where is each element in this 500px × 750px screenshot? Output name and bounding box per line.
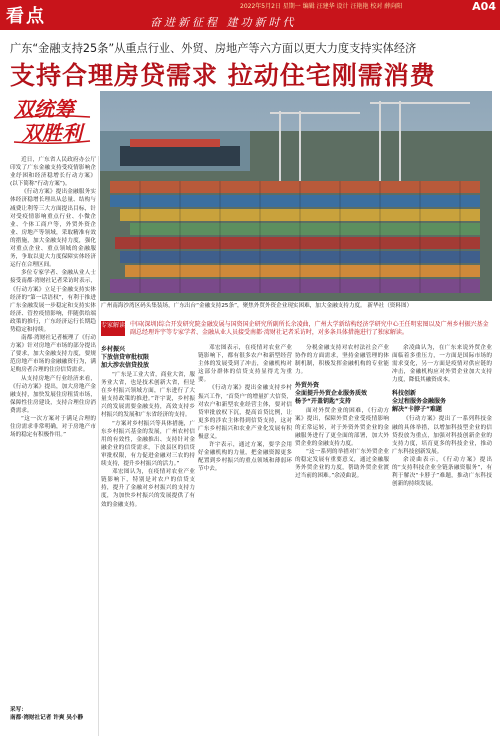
paragraph: 《行动方案》提出了一系列科技金融的具体举措，以增加科技型企业的信贷投放为重点，加强对科技创新企业的支持力度，培育更多的科技企业，推动广东科技创新发展。 xyxy=(392,416,492,455)
article-column-3 xyxy=(295,344,389,736)
headline-title: 支持合理房贷需求 拉动住宅刚需消费 xyxy=(10,61,436,90)
section-heading: 科技创新 全过程服务金融服务 解决“卡脖子”难题 xyxy=(392,390,447,414)
paragraph: “广东是工业大省，商业大省，服务业大省，也是技术创新大省，但是在乡村振兴领域方面，广东进行了大量支持政策的推进。”许宇说，乡村振兴的发展需要金融支持，高效支持乡村振兴的发展和广东省经济的支持。 xyxy=(101,372,195,419)
expert-tag: 专家解读 xyxy=(101,321,125,336)
photo-caption: 广州南海沙湾区码头集装场，广东出台“金融支持25条”，聚焦外贸外资企业现实困难，加大金融支持力度。 新华社（资料图） xyxy=(101,303,413,309)
port-photo xyxy=(100,91,492,301)
paragraph: “方案对乡村振兴等具体措施，广东乡村振兴基金的发展，广州农村信用的有效性，金融推出、支持针对金融企业的信贷需求，下放县区的信贷审批权限，有力促进金融对三农的持续支持，提升乡村振兴的活力。” xyxy=(101,420,195,468)
paragraph: 许宇表示，通过方案，要学会用好金融机构的力量，把金融资源更多配置到乡村振兴的重点领域和薄弱环节中去。 xyxy=(198,442,292,473)
paragraph: 余凌曲表示，《行动方案》提出的“支持科技企业全链条融资服务”，有利于解决“卡脖子”难题，推动广东科技创新的持续发展。 xyxy=(392,456,492,488)
paragraph: 《行动方案》提出金融服务实体经济稳增长理出从总量、结构与减费让利等三大方面提出目标，针对受疫情影响重点行业、小微企业、个体工商户等，外贸外资企业、房地产等领域，采取精准有效的措施，加大金融支持力度，强化对重点企业、重点领域的金融服务，争取以更大力度保障实体经济运行在合理区间。 xyxy=(10,189,96,269)
kicker-underline-icon xyxy=(12,114,92,120)
headline-subtitle: 广东“金融支持25条”从重点行业、外贸、房地产等六方面以更大力度支持实体经济 xyxy=(10,42,417,55)
issue-meta: 2022年5月2日 星期一 编辑 汪建华 设计 汪艳艳 校对 薛向阳 xyxy=(240,3,403,10)
kicker-line-1: 双统筹 xyxy=(14,97,74,121)
column-divider xyxy=(98,156,99,736)
paragraph: 邓宏图表示，在疫情对农业产业链影响下，都有很多农户和新型经营主体的发展受到了冲击，金融机构对这部分群体的信贷支持显得尤为重要。 xyxy=(198,345,292,384)
page-number: A04 xyxy=(472,0,496,13)
paragraph: 南都·湾财社记者梳理了《行动方案》针对房地产市场的部分提出了要求，加大金融支持力度，要规范房地产市场的金融融资行为，满足购房者合理的住房信贷需求。 xyxy=(10,335,96,374)
byline xyxy=(10,706,96,722)
container-port-image xyxy=(100,91,492,301)
paragraph: 从支持房地产行业经济来看，《行动方案》提出，加大房地产金融支持，加快发展住房租赁市场，保障性住房建设，支持合理住房消费需求。 xyxy=(10,375,96,414)
paragraph: 近日，广东省人民政府办公厅印发了广东金融支持受疫情影响企业纾困和经济稳增长行动方案》(以下简称“行动方案”)。 xyxy=(10,157,96,188)
paragraph: 余凌曲认为，在广东来说外贸企业面临着多重压力，一方面是国际市场的需求变化，另一方面是疫情对供应链的冲击，金融机构应对外贸企业加大支持力度，降低其融资成本。 xyxy=(392,345,492,384)
paragraph: 邓宏图认为，在疫情对农业产业链影响下，特别是对农户的信贷支持，提升了金融对乡村振兴的支持力度，为加快乡村振兴的发展提供了有效的金融支持。 xyxy=(101,469,195,508)
paragraph: 分税金融支持对农村法社会产业协作的方面需求，坚持金融管理的体制机制，积极发挥金融机构的专业能力。 xyxy=(295,345,389,376)
section-heading: 外贸外资 全面提升外贸企业服务质效 杨予“开盖钥匙”支持 xyxy=(295,382,368,406)
expert-intro: 中国(深圳)综合开发研究院金融发展与国资国企研究所副所长余凌曲，广州大学新结构经济学研究中心王任明宏图以及广州乡村振兴基金副总经理许宇等专家学者、金融从业人员接受南都·湾财社记者采访时，对多条具体措施进行了独家解读。 xyxy=(130,321,489,336)
section-heading: 乡村振兴 下放信贷审批权限 加大涉农信贷投放 xyxy=(101,346,150,369)
kicker-underline-icon xyxy=(12,139,92,145)
left-article-column xyxy=(10,156,96,704)
paragraph: “这一系列的举措对广东外贸企业的稳定发展有重要意义，通过金融服务外贸企业的力度，帮助外贸企业渡过当前的困难。”余凌曲说。 xyxy=(295,448,389,480)
paragraph: 面对外贸企业的困难，《行动方案》提出，保障外贸企业受疫情影响的正常运转，对于外资外贸企业的金融服务进行了更全面的部署，加大外贸企业的金融支持力度。 xyxy=(295,408,389,447)
paragraph: “这一次方案对于满足合理的住房需求非常明确，对于房地产市场的稳定有积极作用。” xyxy=(10,416,96,439)
byline-label: 采写： xyxy=(10,707,27,713)
article-column-4 xyxy=(392,344,492,736)
kicker-line-2: 双胜利 xyxy=(22,121,82,145)
paragraph: 《行动方案》提出金融支持乡村振兴工作，‘首贷户’的增量扩大信贷，对农户和新型农业经营主体，要对信贷审批放权下沉，提高首贷比例，让更多的涉农主体得到信贷支持，这对广东乡村振兴和农业产业化发展有积极意义。 xyxy=(198,385,292,441)
article-column-2 xyxy=(198,344,292,736)
byline-authors: 南都·湾财社记者 许爽 吴小静 xyxy=(10,715,84,721)
slogan-banner: 奋进新征程 建功新时代 xyxy=(150,16,297,29)
section-title: 看点 xyxy=(6,6,46,27)
paragraph: 多位专家学者、金融从业人士接受南都·湾财社记者采访时表示，《行动方案》立足于金融支持实体经济的“第一话语权”，有利于推进广东金融发展一步稳定和支持实体经济、管控疫情影响，伴随供给端政策的推行，广东经济运行长期趋势稳定和持续。 xyxy=(10,270,96,333)
article-column-1 xyxy=(101,344,195,736)
